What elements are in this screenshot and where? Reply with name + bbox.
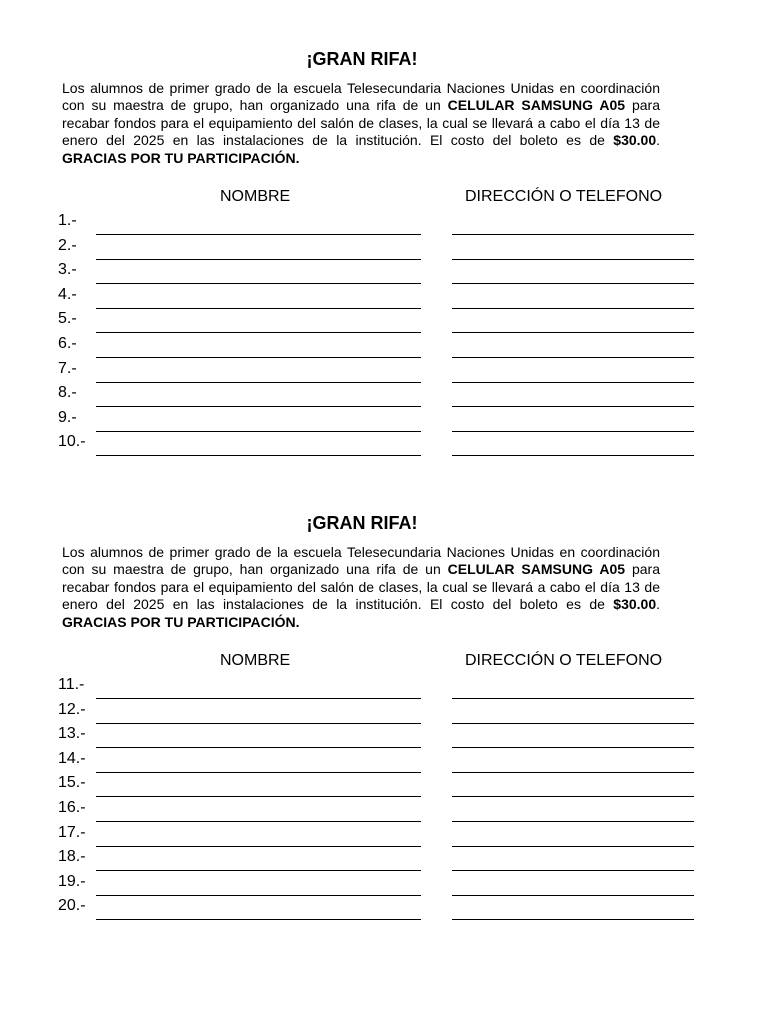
entry-list [0, 210, 768, 456]
column-header-contact: DIRECCIÓN O TELEFONO [465, 652, 663, 669]
entry-row [0, 382, 768, 407]
entry-row [0, 333, 768, 358]
entry-row [0, 699, 768, 724]
description-text-middle: para recabar fondos para el equipamiento del salón de clases, la cual se llevará a cabo el día 13 de enero del 2025 en las instalaciones de la institución. El costo del boleto es de [62, 561, 660, 613]
prize-name: CELULAR SAMSUNG A05 [447, 561, 626, 578]
entry-row [0, 797, 768, 822]
entry-number: 12.- [58, 700, 86, 718]
entry-number: 19.- [58, 872, 86, 890]
description-text-start: Los alumnos de primer grado de la escuela Telesecundaria Naciones Unidas en coordinación con su maestra de grupo, han organizado una rifa de un [62, 80, 660, 114]
entry-row [0, 407, 768, 432]
name-blank-line[interactable] [96, 919, 421, 920]
entry-number: 3.- [58, 261, 77, 279]
entry-number: 6.- [58, 334, 77, 352]
entry-number: 15.- [58, 774, 86, 792]
ticket-price: $30.00 [613, 132, 657, 149]
raffle-section-2 [0, 511, 768, 915]
contact-blank-line[interactable] [452, 919, 694, 920]
entry-row [0, 822, 768, 847]
column-header-name: NOMBRE [220, 188, 291, 205]
entry-row [0, 431, 768, 456]
entry-number: 20.- [58, 897, 86, 915]
entry-row [0, 674, 768, 699]
entry-row [0, 772, 768, 797]
entry-number: 7.- [58, 359, 77, 377]
entry-number: 14.- [58, 749, 86, 767]
entry-number: 2.- [58, 236, 77, 254]
entry-number: 8.- [58, 384, 77, 402]
entry-row [0, 210, 768, 235]
entry-number: 16.- [58, 798, 86, 816]
ticket-price: $30.00 [613, 596, 657, 613]
thanks-text: GRACIAS POR TU PARTICIPACIÓN. [62, 613, 300, 630]
description-paragraph [62, 544, 660, 631]
entry-list [0, 674, 768, 920]
column-header-name: NOMBRE [220, 652, 291, 669]
entry-row [0, 308, 768, 333]
entry-row [0, 895, 768, 920]
entry-row [0, 723, 768, 748]
description-paragraph [62, 80, 660, 167]
entry-number: 4.- [58, 285, 77, 303]
entry-row [0, 871, 768, 896]
name-blank-line[interactable] [96, 455, 421, 456]
column-header-contact: DIRECCIÓN O TELEFONO [465, 188, 663, 205]
entry-number: 13.- [58, 725, 86, 743]
entry-row [0, 748, 768, 773]
description-separator: . [656, 596, 660, 613]
entry-number: 11.- [58, 676, 85, 693]
entry-row [0, 284, 768, 309]
entry-row [0, 358, 768, 383]
entry-row [0, 846, 768, 871]
description-text-start: Los alumnos de primer grado de la escuela Telesecundaria Naciones Unidas en coordinación con su maestra de grupo, han organizado una rifa de un [62, 544, 660, 578]
contact-blank-line[interactable] [452, 455, 694, 456]
entry-number: 18.- [58, 848, 86, 866]
thanks-text: GRACIAS POR TU PARTICIPACIÓN. [62, 149, 300, 166]
page-title: ¡GRAN RIFA! [306, 513, 418, 533]
prize-name: CELULAR SAMSUNG A05 [447, 97, 626, 114]
raffle-section-1 [0, 47, 768, 451]
page-title: ¡GRAN RIFA! [306, 49, 418, 69]
entry-number: 5.- [58, 310, 77, 328]
entry-number: 1.- [58, 212, 77, 229]
description-text-middle: para recabar fondos para el equipamiento del salón de clases, la cual se llevará a cabo el día 13 de enero del 2025 en las instalaciones de la institución. El costo del boleto es de [62, 97, 660, 149]
entry-number: 9.- [58, 408, 77, 426]
entry-number: 10.- [58, 433, 86, 451]
entry-number: 17.- [58, 823, 86, 841]
description-separator: . [656, 132, 660, 149]
entry-row [0, 235, 768, 260]
entry-row [0, 259, 768, 284]
